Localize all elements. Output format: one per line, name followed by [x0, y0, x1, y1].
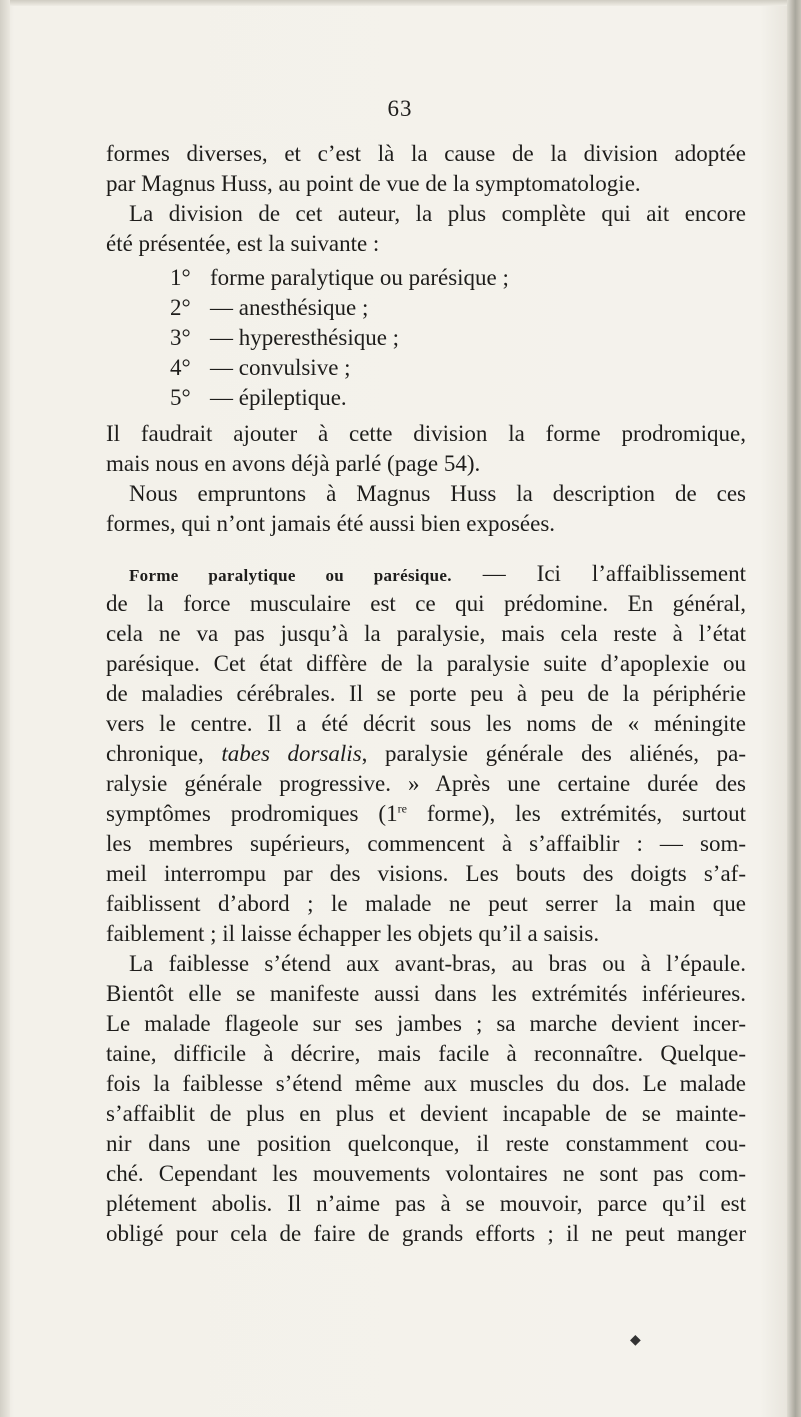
list-item — [170, 323, 570, 353]
section-heading: Forme paralytique ou parésique. — [129, 566, 452, 585]
text-line: faiblissent d’abord ; le malade ne peut serrer la main que — [106, 891, 746, 916]
text-line: de maladies cérébrales. Il se porte peu à peu de la périphérie — [106, 681, 746, 706]
list-item-number: 2° — [170, 295, 191, 320]
italic-term: tabes dorsalis — [221, 741, 362, 766]
text-line: les membres supérieurs, commencent à s’affaiblir : — som- — [106, 831, 746, 856]
list-item — [170, 293, 570, 323]
text-line: ché. Cependant les mouvements volontaires ne sont pas com- — [106, 1161, 746, 1186]
list-item — [170, 263, 570, 293]
text-line: été présentée, est la suivante : — [106, 231, 380, 256]
text-line: par Magnus Huss, au point de vue de la symptomatologie. — [106, 171, 641, 196]
text-span: chronique, — [106, 741, 222, 766]
text-line: Bientôt elle se manifeste aussi dans les extrémités inférieures. — [106, 981, 746, 1006]
text-line: Nous empruntons à Magnus Huss la description de ces — [129, 481, 746, 506]
list-item-number: 3° — [170, 325, 191, 350]
superscript: re — [397, 801, 407, 816]
text-line: de la force musculaire est ce qui prédomine. En général, — [106, 591, 746, 616]
text-span: symptômes prodromiques (1 — [106, 801, 398, 826]
text-line: faiblement ; il laisse échapper les objets qu’il a saisis. — [106, 921, 600, 946]
text-line: La faiblesse s’étend aux avant-bras, au bras ou à l’épaule. — [129, 951, 746, 976]
page-number: 63 — [387, 96, 413, 121]
text-line: Il faudrait ajouter à cette division la forme prodromique, — [106, 421, 746, 446]
page-edge-left — [0, 0, 10, 1417]
text-line: cela ne va pas jusqu’à la paralysie, mais cela reste à l’état — [106, 621, 746, 646]
text-line: formes diverses, et c’est là la cause de la division adoptée — [106, 141, 746, 166]
page-edge-right — [787, 0, 801, 1417]
text-line: Le malade flageole sur ses jambes ; sa marche devient incer- — [106, 1011, 746, 1036]
text-line: nir dans une position quelconque, il reste constamment cou- — [106, 1131, 746, 1156]
text-line: La division de cet auteur, la plus complète qui ait encore — [129, 201, 746, 226]
text-line: parésique. Cet état diffère de la paralysie suite d’apoplexie ou — [106, 651, 746, 676]
text-line: plétement abolis. Il n’aime pas à se mouvoir, parce qu’il est — [106, 1191, 746, 1216]
text-span: forme), les extrémités, surtout — [406, 801, 747, 826]
text-line: taine, difficile à décrire, mais facile à reconnaître. Quelque- — [106, 1041, 746, 1066]
section-paragraph-start — [129, 559, 746, 591]
text-line: fois la faiblesse s’étend même aux muscles du dos. Le malade — [106, 1071, 746, 1096]
list-item-text: — anesthésique ; — [210, 295, 369, 320]
list-item-text: forme paralytique ou parésique ; — [210, 265, 509, 290]
text-line: meil interrompu par des visions. Les bouts des doigts s’af- — [106, 861, 746, 886]
text-line: vers le centre. Il a été décrit sous les noms de « méningite — [106, 711, 746, 736]
list-item-number: 5° — [170, 385, 191, 410]
text-line: obligé pour cela de faire de grands efforts ; il ne peut manger — [106, 1221, 746, 1246]
text-line: formes, qui n’ont jamais été aussi bien exposées. — [106, 511, 556, 536]
list-item-number: 4° — [170, 355, 191, 380]
text-line: s’affaiblit de plus en plus et devient incapable de se mainte- — [106, 1101, 746, 1126]
signature-mark-icon: ◆ — [630, 1333, 641, 1348]
text-line: ralysie générale progressive. » Après une certaine durée des — [106, 771, 746, 796]
list-item-text: — convulsive ; — [210, 355, 351, 380]
list-item-text: — hyperesthésique ; — [210, 325, 400, 350]
text-span: , paralysie générale des aliénés, pa- — [361, 741, 746, 766]
list-item-number: 1° — [170, 265, 191, 290]
page-edge-top — [0, 0, 801, 6]
list-item — [170, 353, 570, 383]
text-line: mais nous en avons déjà parlé (page 54). — [106, 451, 481, 476]
list-item-text: — épileptique. — [210, 385, 347, 410]
text-line — [106, 799, 746, 829]
text-span: — Ici l’affaiblissement — [451, 561, 746, 586]
list-item — [170, 383, 570, 413]
text-line — [106, 739, 746, 769]
